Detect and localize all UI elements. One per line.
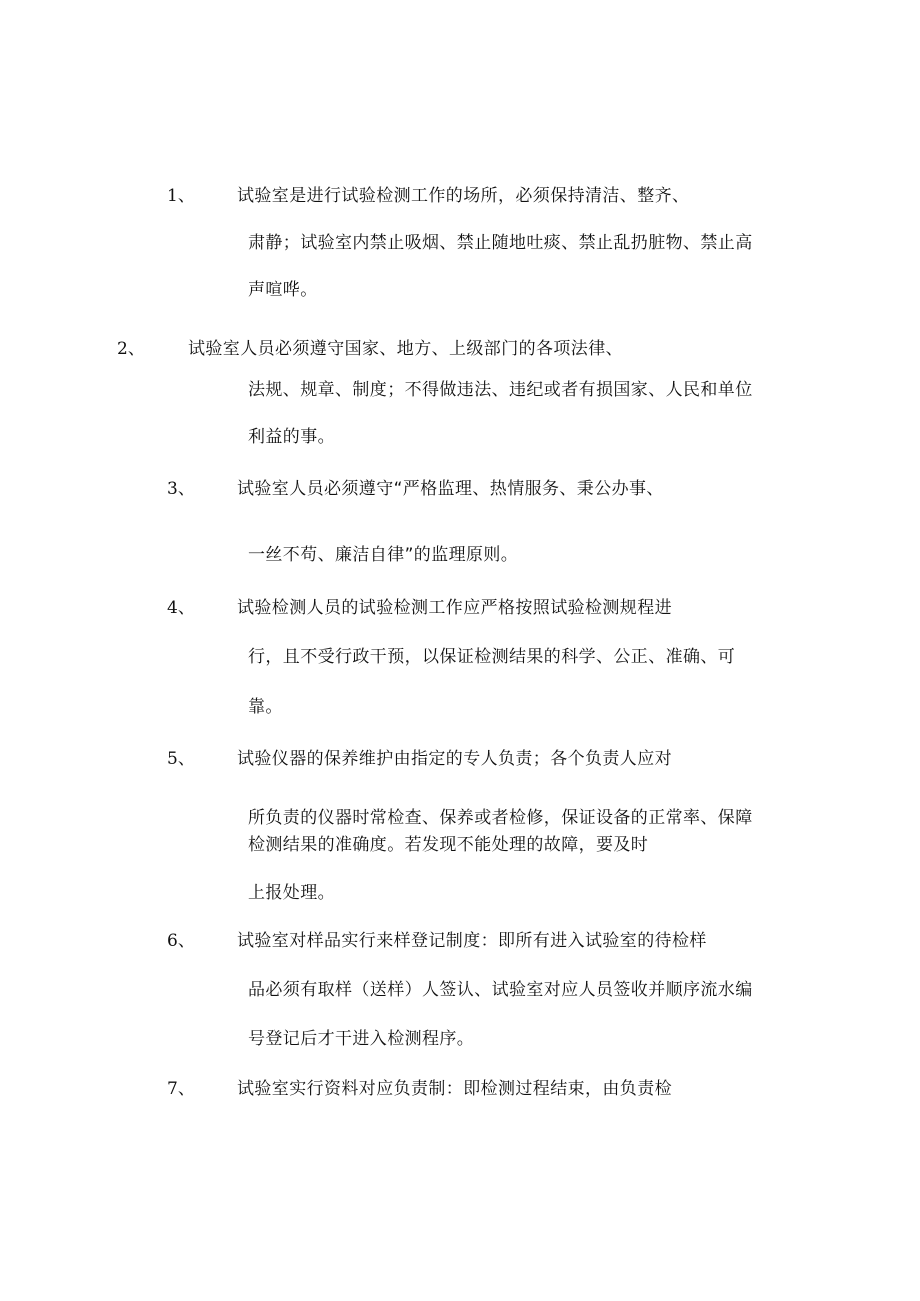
rule-5-number: 5、 (167, 749, 195, 769)
rule-2-line-1: 试验室人员必须遵守国家、地方、上级部门的各项法律、 (188, 339, 623, 359)
rule-3-line-1: 试验室人员必须遵守“严格监理、热情服务、秉公办事、 (237, 479, 664, 499)
rule-2-line-3: 利益的事。 (248, 427, 335, 447)
rule-1-number: 1、 (167, 186, 195, 206)
rule-2-line-2: 法规、规章、制度；不得做违法、违纪或者有损国家、人民和单位 (248, 380, 753, 400)
rule-6-line-2: 品必须有取样（送样）人签认、试验室对应人员签收并顺序流水编 (248, 980, 753, 1000)
rule-6-number: 6、 (167, 931, 195, 951)
rule-4-line-2: 行，且不受行政干预，以保证检测结果的科学、公正、准确、可 (248, 647, 736, 667)
rule-4-line-3: 靠。 (248, 697, 283, 717)
rule-6-line-3: 号登记后才干进入检测程序。 (248, 1029, 475, 1049)
rule-5-line-1: 试验仪器的保养维护由指定的专人负责；各个负责人应对 (237, 749, 672, 769)
rule-7-number: 7、 (167, 1079, 195, 1099)
rule-1-line-1: 试验室是进行试验检测工作的场所，必须保持清洁、整齐、 (237, 186, 690, 206)
rule-2-number: 2、 (117, 339, 145, 359)
rule-4-line-1: 试验检测人员的试验检测工作应严格按照试验检测规程进 (237, 598, 672, 618)
rule-6-line-1: 试验室对样品实行来样登记制度：即所有进入试验室的待检样 (237, 931, 707, 951)
rule-5-line-3: 检测结果的准确度。若发现不能处理的故障，要及时 (248, 835, 649, 855)
rule-3-line-2: 一丝不苟、廉洁自律”的监理原则。 (248, 545, 519, 565)
rule-5-line-2: 所负责的仪器时常检查、保养或者检修，保证设备的正常率、保障 (248, 808, 753, 828)
rule-5-line-4: 上报处理。 (248, 883, 335, 903)
rule-3-number: 3、 (167, 479, 195, 499)
rule-4-number: 4、 (167, 598, 195, 618)
rule-1-line-2: 肃静；试验室内禁止吸烟、禁止随地吐痰、禁止乱扔脏物、禁止高 (248, 233, 753, 253)
rule-7-line-1: 试验室实行资料对应负责制：即检测过程结束，由负责检 (237, 1079, 672, 1099)
rule-1-line-3: 声喧哗。 (248, 280, 318, 300)
